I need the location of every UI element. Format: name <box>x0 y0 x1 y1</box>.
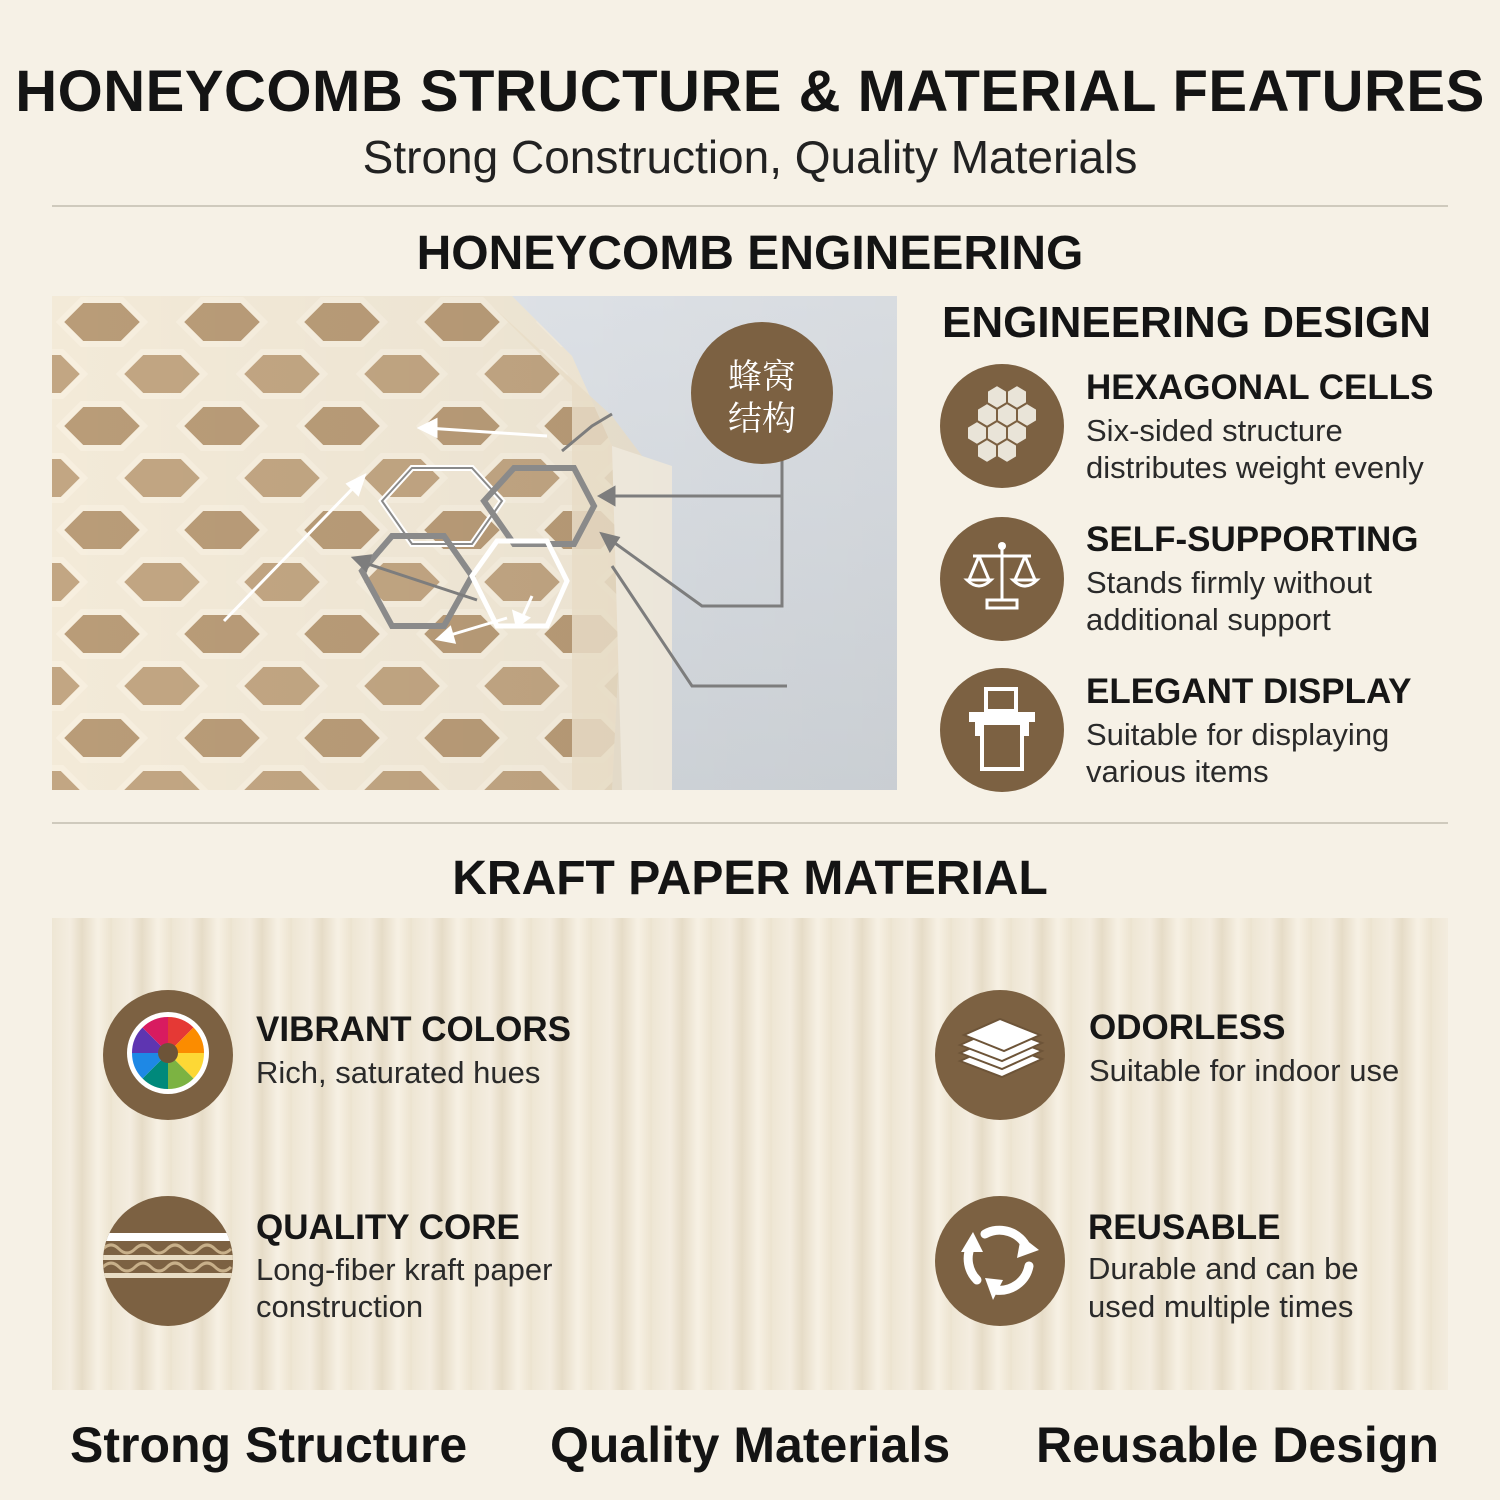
feature-self-supporting-badge <box>940 517 1064 641</box>
footer-label-quality-materials: Quality Materials <box>550 1417 951 1473</box>
feature-description: Long-fiber kraft paper <box>256 1252 553 1287</box>
corrugated-layers-icon <box>103 1219 233 1304</box>
divider <box>52 822 1448 824</box>
feature-hexagonal-cells-badge <box>940 364 1064 488</box>
feature-description: Rich, saturated hues <box>256 1055 541 1090</box>
feature-description: Durable and can be <box>1088 1251 1359 1286</box>
page-subtitle: Strong Construction, Quality Materials <box>362 131 1138 183</box>
honeycomb-illustration <box>52 296 897 790</box>
feature-title: HEXAGONAL CELLS <box>1086 368 1434 407</box>
footer-label-strong-structure: Strong Structure <box>70 1417 468 1473</box>
structure-label-line1: 蜂窝 <box>728 357 796 397</box>
section-title-honeycomb-engineering: HONEYCOMB ENGINEERING <box>416 227 1084 280</box>
feature-reusable-badge <box>935 1196 1065 1326</box>
feature-description: Suitable for displaying <box>1086 717 1390 752</box>
feature-odorless-badge <box>935 990 1065 1120</box>
feature-description: Six-sided structure <box>1086 413 1343 448</box>
balance-scale-icon <box>959 534 1045 625</box>
feature-description: various items <box>1086 754 1269 789</box>
footer-label-reusable-design: Reusable Design <box>1036 1417 1439 1473</box>
feature-title: QUALITY CORE <box>256 1208 520 1247</box>
feature-elegant-display-badge <box>940 668 1064 792</box>
feature-vibrant-colors-badge <box>103 990 233 1120</box>
feature-quality-core-badge <box>103 1196 233 1326</box>
divider <box>52 205 1448 207</box>
page-title: HONEYCOMB STRUCTURE & MATERIAL FEATURES <box>15 59 1485 124</box>
engineering-design-heading: ENGINEERING DESIGN <box>942 298 1431 347</box>
feature-description: distributes weight evenly <box>1086 450 1424 485</box>
feature-description: construction <box>256 1289 424 1324</box>
feature-title: VIBRANT COLORS <box>256 1010 571 1049</box>
feature-description: Suitable for indoor use <box>1089 1053 1400 1088</box>
feature-description: Stands firmly without <box>1086 565 1372 600</box>
color-wheel-icon <box>125 1010 211 1101</box>
feature-description: used multiple times <box>1088 1289 1354 1324</box>
section-title-kraft-paper: KRAFT PAPER MATERIAL <box>452 852 1048 905</box>
feature-title: REUSABLE <box>1088 1208 1281 1247</box>
display-stand-icon <box>962 683 1042 778</box>
feature-description: additional support <box>1086 602 1331 637</box>
feature-title: ELEGANT DISPLAY <box>1086 672 1412 711</box>
structure-label-line2: 结构 <box>728 399 796 439</box>
honeycomb-icon <box>957 379 1047 474</box>
honeycomb-photo <box>52 296 897 790</box>
feature-title: SELF-SUPPORTING <box>1086 520 1419 559</box>
recycle-icon <box>955 1214 1045 1309</box>
feature-title: ODORLESS <box>1089 1008 1286 1047</box>
paper-stack-icon <box>950 1013 1050 1098</box>
